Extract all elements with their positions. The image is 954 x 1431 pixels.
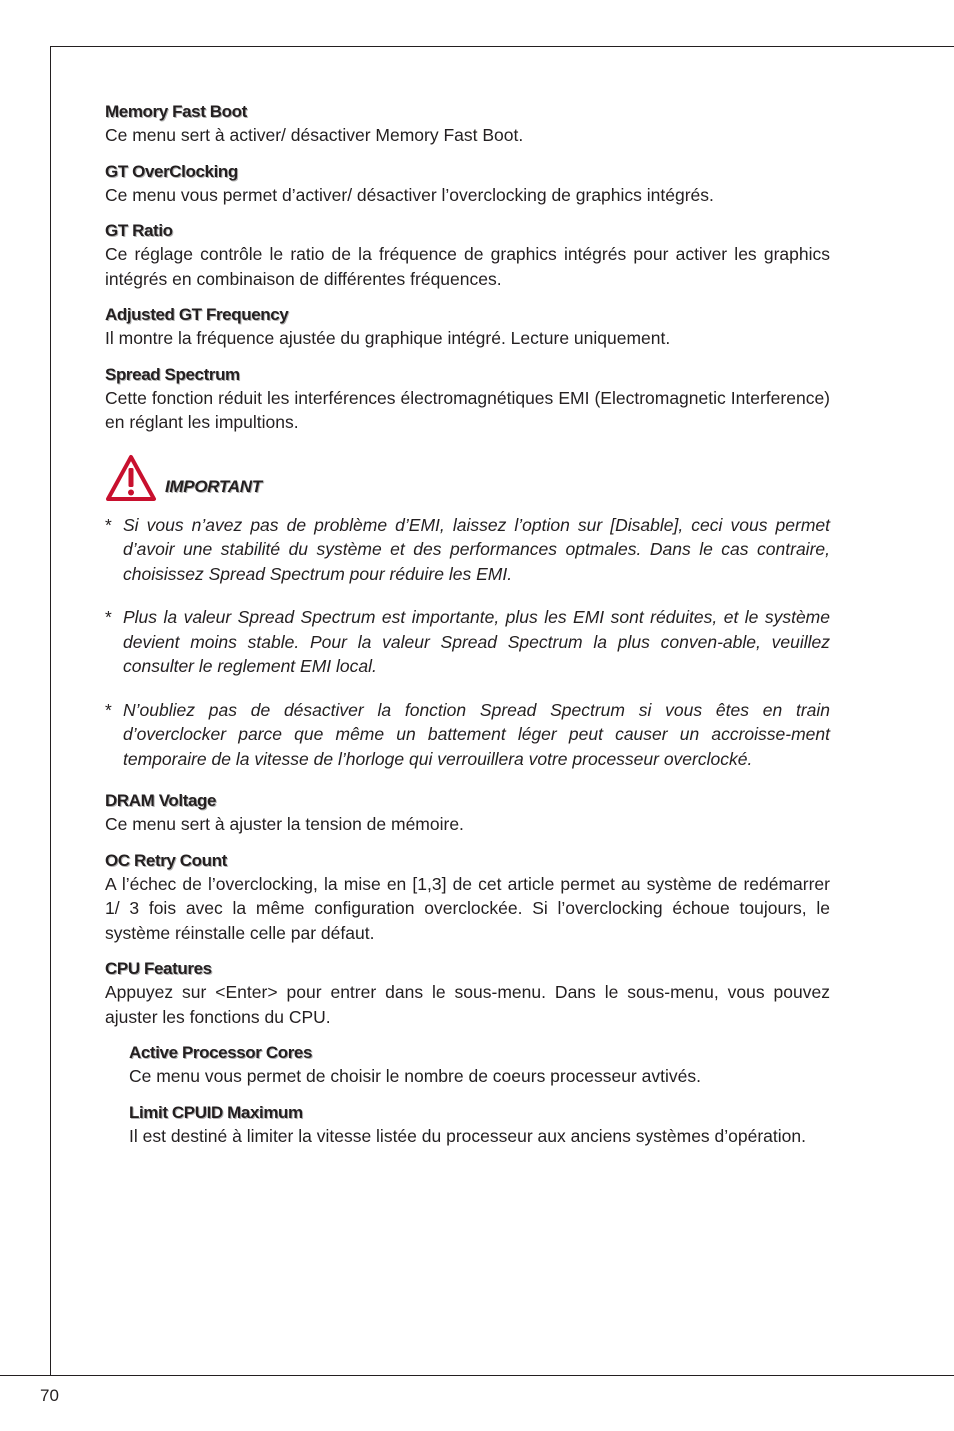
important-header — [105, 453, 830, 503]
section-description: Appuyez sur <Enter> pour entrer dans le sous-menu. Dans le sous-menu, vous pouvez ajuster les fonctions du CPU. — [105, 982, 830, 1027]
section-dram-voltage — [105, 790, 830, 837]
note-bullet: * — [105, 607, 112, 627]
page-frame-top-rule — [50, 46, 954, 47]
section-title: CPU Features — [105, 959, 212, 978]
section-oc-retry-count — [105, 850, 830, 946]
section-description: Il est destiné à limiter la vitesse listée du processeur aux anciens systèmes d’opération. — [129, 1125, 806, 1146]
section-title: OC Retry Count — [105, 850, 227, 870]
section-title: Limit CPUID Maximum — [129, 1102, 303, 1122]
section-title: Adjusted GT Frequency — [105, 305, 289, 324]
note-bullet: * — [105, 514, 112, 535]
section-title: DRAM Voltage — [105, 791, 217, 810]
section-description: Ce menu vous permet d’activer/ désactiver l’overclocking de graphics intégrés. — [105, 184, 714, 205]
section-title: Spread Spectrum — [105, 364, 240, 384]
page-frame-bottom-rule — [0, 1375, 954, 1376]
important-label: IMPORTANT — [165, 476, 262, 496]
page-number: 70 — [40, 1386, 59, 1405]
section-title: Active Processor Cores — [129, 1043, 313, 1062]
important-note — [105, 605, 830, 679]
page-content — [105, 101, 830, 1161]
important-notice — [105, 453, 830, 772]
subsection-active-processor-cores — [129, 1042, 830, 1089]
section-description: Ce réglage contrôle le ratio de la fréquence de graphics intégrés pour activer les graphics intégrés en combinaison de différentes fréquences. — [105, 244, 830, 289]
section-cpu-features — [105, 958, 830, 1029]
section-title: GT OverClocking — [105, 161, 238, 181]
section-gt-overclocking — [105, 161, 830, 208]
note-bullet: * — [105, 699, 112, 720]
important-note — [105, 513, 830, 587]
section-description: Cette fonction réduit les interférences électromagnétiques EMI (Electromagnetic Interference) en réglant les impultions. — [105, 387, 830, 432]
section-spread-spectrum — [105, 364, 830, 435]
section-memory-fast-boot — [105, 101, 830, 148]
section-description: A l’échec de l’overclocking, la mise en [1,3] de cet article permet au système de redémarrer 1/ 3 fois avec la même configuration overclockée. Si l’overclocking échoue toujours, le système réinstalle celle par défaut. — [105, 873, 830, 943]
note-text: Plus la valeur Spread Spectrum est importante, plus les EMI sont réduites, et le système devient moins stable. Pour la valeur Spread Spectrum la plus conven-able, veuillez consulter le reglement EMI local. — [123, 607, 830, 676]
section-description: Ce menu vous permet de choisir le nombre de coeurs processeur avtivés. — [129, 1066, 701, 1086]
section-title: Memory Fast Boot — [105, 102, 247, 121]
section-title: GT Ratio — [105, 221, 173, 240]
section-description: Il montre la fréquence ajustée du graphique intégré. Lecture uniquement. — [105, 328, 671, 348]
page-frame-left-rule — [50, 46, 51, 1375]
section-description: Ce menu sert à ajuster la tension de mémoire. — [105, 814, 464, 834]
subsection-limit-cpuid-maximum — [129, 1102, 830, 1149]
section-adjusted-gt-frequency — [105, 304, 830, 351]
warning-triangle-icon — [105, 454, 157, 502]
note-text: N’oubliez pas de désactiver la fonction Spread Spectrum si vous êtes en train d’overclocker parce que même un battement léger peut causer un accroisse-ment temporaire de la vitesse de l’horloge qui verrouillera votre processeur overclocké. — [123, 699, 830, 769]
section-gt-ratio — [105, 220, 830, 291]
note-text: Si vous n’avez pas de problème d’EMI, laissez l’option sur [Disable], ceci vous permet d’avoir une stabilité du système et des performances optmales. Dans le cas contraire, choisissez Spread Spectrum pour réduire les EMI. — [123, 514, 830, 584]
important-notes-list — [105, 513, 830, 772]
important-note — [105, 698, 830, 772]
section-description: Ce menu sert à activer/ désactiver Memory Fast Boot. — [105, 125, 524, 145]
